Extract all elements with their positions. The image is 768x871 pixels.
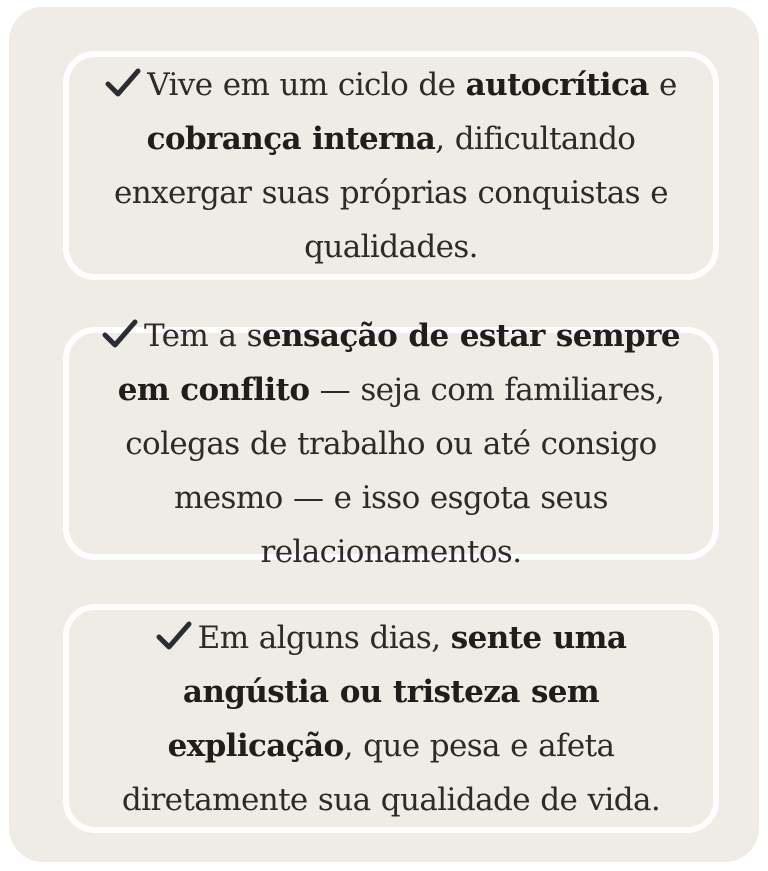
check-icon: [105, 68, 141, 98]
symptom-card-2: [63, 317, 719, 570]
symptom-1-text-b: e: [648, 66, 677, 103]
symptom-1-highlight-cobranca: cobrança interna: [146, 120, 436, 157]
symptom-text-1: [87, 58, 695, 274]
symptom-1-highlight-autocritica: autocrítica: [465, 66, 649, 103]
symptom-3-text-a: Em alguns dias,: [197, 619, 451, 656]
symptom-2-text-b: — seja com familiares, colegas de trabalho ou até consigo mesmo — e isso esgota seus relacionamentos.: [125, 371, 665, 570]
content-panel: [9, 7, 759, 862]
symptom-2-text-a: Tem a s: [144, 317, 262, 354]
symptom-card-1: [63, 51, 719, 280]
symptom-3-highlight-angustia: sente uma angústia ou tristeza sem explicação: [167, 619, 627, 764]
symptom-2-highlight-conflito: ensação de estar sempre em conflito: [117, 317, 680, 408]
symptom-3-text-b: , que pesa e afeta diretamente sua qualidade de vida.: [121, 727, 661, 818]
check-icon: [102, 319, 138, 349]
symptom-text-2: [87, 309, 695, 579]
check-icon: [156, 621, 192, 651]
symptom-text-3: [87, 611, 695, 827]
symptom-1-text-c: , dificultando enxergar suas próprias conquistas e qualidades.: [114, 120, 668, 265]
symptom-1-text-a: Vive em um ciclo de: [147, 66, 466, 103]
symptom-card-3: [63, 604, 719, 833]
